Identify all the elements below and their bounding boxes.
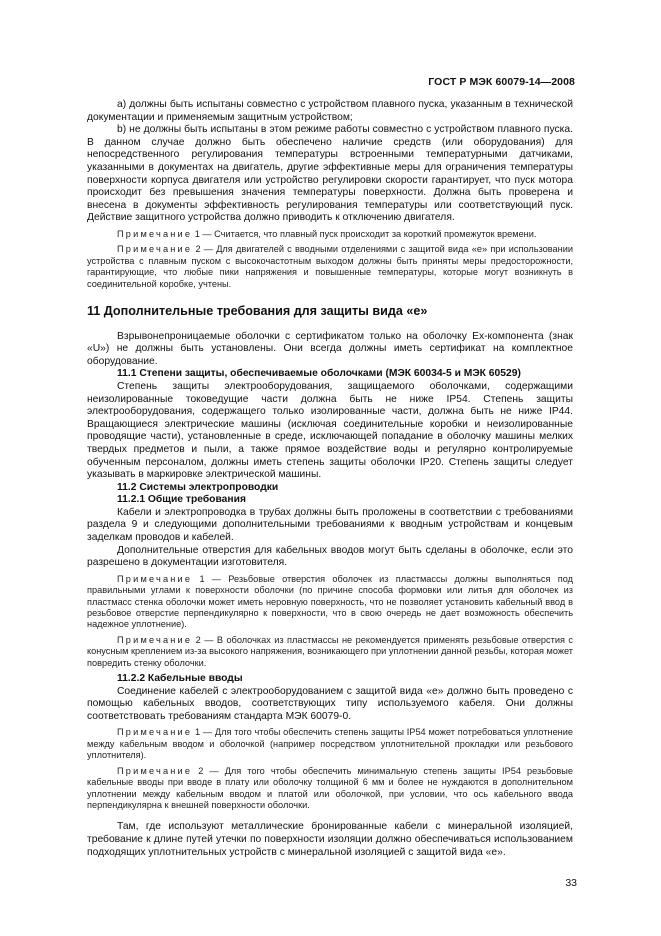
paragraph-11-1: Степень защиты электрооборудования, защищаемого оболочками, содержащими неизолированные токоведущие части должна быть не ниже IP54. Степень защиты электрооборудования, содержащего только изолированные части, должна быть не ниже IP44. Вращающиеся электрические машины (исключая соединительные коробки и неизолированные проводящие части), установленные в среде, исключающей попадание в оболочку машины мелких твердых предметов и пыли, а также прямое воздействие воды и регулярно контролируемые обученным персоналом, должны иметь степень защиты оболочки IP20. Степень защиты следует указывать в маркировке электрической машины.: [87, 380, 573, 481]
page-content: [87, 99, 573, 859]
note-text: 2 — Для того чтобы обеспечить минимальную степень защиты IP54 резьбовые кабельные вводы при вводе в плату или оболочку толщиной 6 мм и более не нуждаются в дополнительном уплотнении между кабельным вводом и платой или оболочкой, при условии, что ось кабельного ввода перпендикулярна к внешней поверхности оболочки.: [87, 765, 573, 810]
paragraph-11-2-2: Соединение кабелей с электрооборудованием с защитой вида «е» должно быть проведено с помощью кабельных вводов, соответствующих типу используемого кабеля. Они должны соответствовать требованиям стандарта МЭК 60079-0.: [87, 685, 573, 722]
paragraph-11-2-1b: Дополнительные отверстия для кабельных вводов могут быть сделаны в оболочке, если это разрешено в документации изготовителя.: [87, 544, 573, 569]
note-a2: [87, 244, 573, 290]
note-text: 1 — Считается, что плавный пуск происходит за короткий промежуток времени.: [194, 228, 537, 239]
heading-11-2-1: 11.2.1 Общие требования: [117, 494, 246, 506]
note-label: Примечание: [117, 244, 193, 255]
heading-11-2-2: 11.2.2 Кабельные вводы: [117, 673, 243, 685]
note-b2: [87, 635, 573, 669]
note-text: 2 — Для двигателей с вводными отделениями с защитой вида «е» при использовании устройства с плавным пуском с высокочастотным выходом должны быть приняты меры предосторожности, гарантирующие, что любые пики напряжения и повышенные температуры, которые могут возникнуть в соединительной коробке, учтены.: [87, 244, 573, 289]
note-text: 1 — Резьбовые отверстия оболочек из пластмассы должны выполняться под правильными углами к поверхности оболочки (по причине способа формовки или литья для оболочек из пластмасс стенка оболочки может иметь неровную поверхность, что не позволяет установить кабельный ввод в резьбовое отверстие перпендикулярно к поверхности, что в свою очередь не дает возможность обеспечить надежное уплотнение).: [87, 573, 573, 630]
note-b1: [87, 574, 573, 631]
paragraph-final: Там, где используют металлические бронированные кабели с минеральной изоляцией, требование к длине путей утечки по поверхности изоляции должно обеспечиваться использованием подходящих уплотнительных устройств с минеральной изоляцией с защитой вида «е».: [87, 821, 573, 858]
note-label: Примечание: [117, 727, 193, 738]
section-11-intro: Взрывонепроницаемые оболочки с сертификатом только на оболочку Ex-компонента (знак «U») не должны быть установлены. Они всегда должны иметь сертификат на комплектное оборудование.: [87, 330, 573, 367]
note-label: Примечание: [117, 228, 193, 239]
note-a1: [87, 229, 573, 240]
note-label: Примечание: [117, 765, 193, 776]
standard-header: ГОСТ Р МЭК 60079-14—2008: [428, 76, 575, 88]
note-c1: [87, 727, 573, 761]
note-text: 2 — В оболочках из пластмассы не рекомендуется применять резьбовые отверстия с конусным креплением из-за высокого напряжения, возникающего при уплотнении данной резьбы, которая может повредить стенку оболочки.: [87, 634, 573, 668]
note-label: Примечание: [117, 634, 193, 645]
paragraph-b: b) не должны быть испытаны в этом режиме работы совместно с устройством плавного пуска. В данном случае должно быть обеспечено наличие средств (или оборудования) для непосредственного регулирования температуры встроенными температурными датчиками, указанными в документах на двигатель, другие эффективные меры для ограничения температуры поверхности корпуса двигателя или устройство регулировки скорости гарантирует, что пуск мотора происходит без превышения значения температуры поверхности. Должна быть проверена и внесена в документы эффективность регулирования температуры или соответствующий пуск. Действие защитного устройства должно приводить к отключению двигателя.: [87, 124, 573, 224]
paragraph-11-2-1a: Кабели и электропроводка в трубах должны быть проложены в соответствии с требованиями раздела 9 и следующими дополнительными требованиями к вводным устройствам и концевым заделкам проводов и кабелей.: [87, 506, 573, 544]
note-text: 1 — Для того чтобы обеспечить степень защиты IP54 может потребоваться уплотнение между кабельным вводом и оболочкой (например посредством уплотнительной прокладки или резьбового уплотнителя).: [87, 727, 573, 761]
note-c2: [87, 766, 573, 812]
section-11-title: 11 Дополнительные требования для защиты вида «е»: [87, 303, 428, 318]
paragraph-a: a) должны быть испытаны совместно с устройством плавного пуска, указанным в технической документации и применяемым защитным устройством;: [87, 99, 573, 123]
page-number: 33: [565, 877, 577, 889]
heading-11-1: 11.1 Степени защиты, обеспечиваемые оболочками (МЭК 60034-5 и МЭК 60529): [117, 368, 521, 380]
note-label: Примечание: [117, 573, 193, 584]
heading-11-2: 11.2 Системы электропроводки: [117, 481, 279, 493]
